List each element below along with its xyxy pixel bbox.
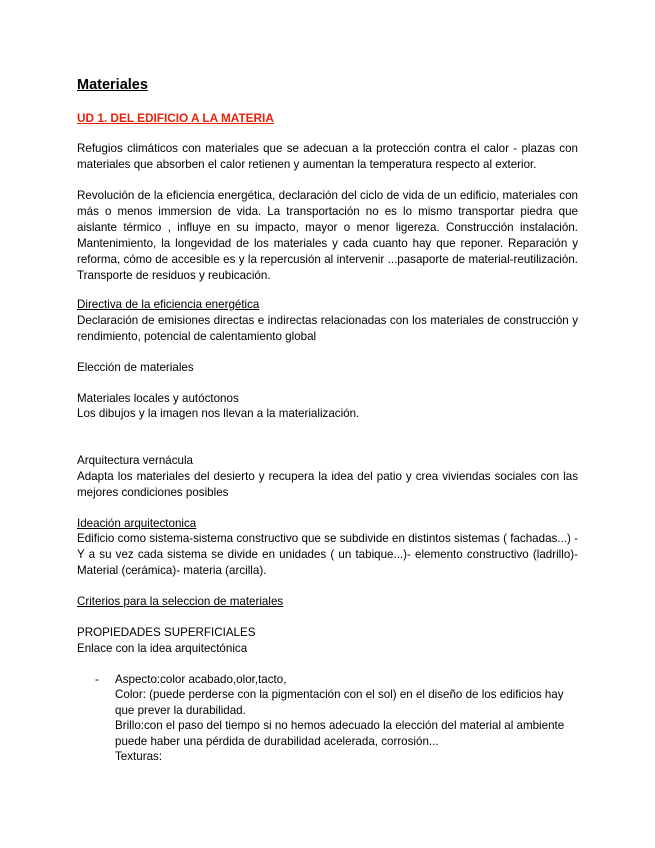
list-item-brillo: Brillo:con el paso del tiempo si no hemos adecuado la elección del material al ambiente puede haber una pérdida de durabilidad acelerada, corrosión... [115,719,565,748]
list-item-color: Color: (puede perderse con la pigmentación con el sol) en el diseño de los edificios hay que prever la durabilidad. [115,688,564,717]
paragraph-vernacula: Arquitectura vernácula [77,454,193,467]
document-title: Materiales [77,77,148,93]
paragraph-revolucion: Revolución de la eficiencia energética, declaración del ciclo de vida de un edificio, materiales con más o menos immersion de vida. La transportación no es lo mismo transportar piedra que aislante térmico , influye en su impacto, mayor o menor ligereza. Construcción instalación. Mantenimiento, la longevidad de los materiales y cada cuanto hay que reponer. Reparación y reforma, cómo de accesible es y la repercusión al intervenir ...pasaporte de material-reutilización. Transporte de residuos y reubicación. [77,189,578,282]
list-item-aspecto: Aspecto:color acabado,olor,tacto, [115,673,287,686]
paragraph-ideacion: Edificio como sistema-sistema constructivo que se subdivide en distintos sistemas ( fachadas...) -Y a su vez cada sistema se divide en unidades ( un tabique...)- elemento constructivo (ladrillo)- Material (cerámica)- materia (arcilla). [77,532,578,577]
paragraph-enlace: Enlace con la idea arquitectónica [77,642,248,655]
paragraph-locales: Materiales locales y autóctonos [77,392,239,405]
heading-criterios: Criterios para la seleccion de materiales [77,595,284,608]
paragraph-refugios: Refugios climáticos con materiales que se adecuan a la protección contra el calor - plazas con materiales que absorben el calor retienen y aumentan la temperatura respecto al exterior. [77,142,578,171]
unit-heading: UD 1. DEL EDIFICIO A LA MATERIA [77,111,274,125]
paragraph-propiedades: PROPIEDADES SUPERFICIALES [77,626,256,639]
paragraph-directiva: Declaración de emisiones directas e indirectas relacionadas con los materiales de construcción y rendimiento, potencial de calentamiento global [77,314,578,343]
heading-directiva: Directiva de la eficiencia energética [77,298,260,311]
list-bullet: - [95,673,99,686]
paragraph-dibujos: Los dibujos y la imagen nos llevan a la materialización. [77,407,360,420]
paragraph-eleccion: Elección de materiales [77,361,194,374]
heading-ideacion: Ideación arquitectonica [77,517,197,530]
list-item-texturas: Texturas: [115,750,163,763]
paragraph-adapta: Adapta los materiales del desierto y recupera la idea del patio y crea viviendas sociales con las mejores condiciones posibles [77,470,578,499]
